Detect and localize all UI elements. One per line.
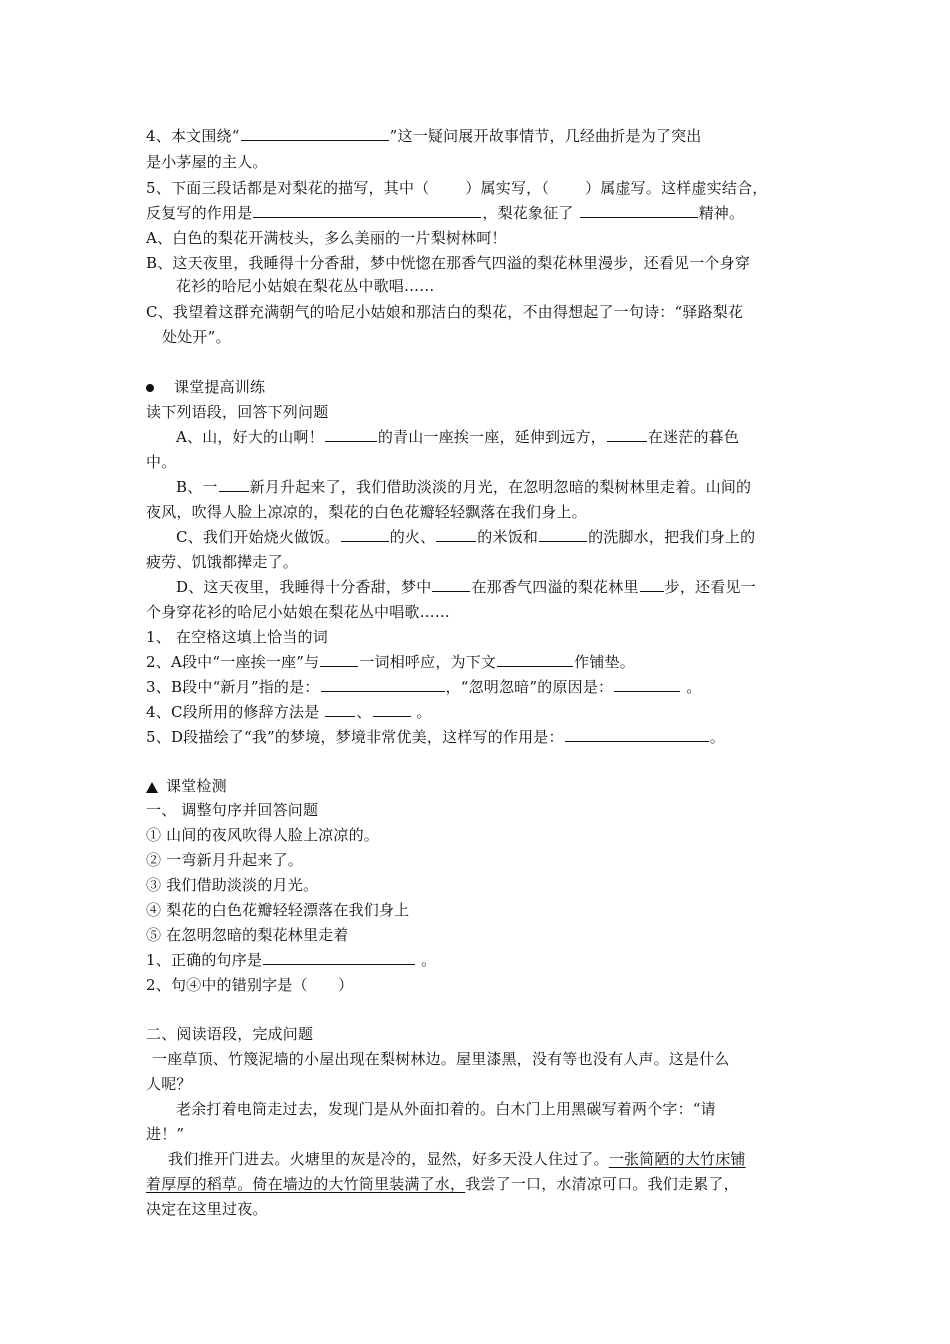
- section-heading-check: 课堂检测: [146, 776, 816, 796]
- sentence-item: ③ 我们借助淡淡的月光。: [146, 876, 319, 894]
- underlined-text: 一张简陋的大竹床铺: [608, 1150, 746, 1168]
- blank[interactable]: [539, 527, 587, 542]
- blank[interactable]: [253, 203, 481, 218]
- reading-paragraph-3-end: 决定在这里过夜。: [146, 1200, 268, 1218]
- reading-paragraph-2: 老余打着电筒走过去，发现门是从外面扣着的。白木门上用黑碳写着两个字：“请: [176, 1100, 716, 1118]
- underlined-text: 着厚厚的稻草。倚在墙边的大竹筒里装满了水，: [146, 1175, 466, 1193]
- question-5: 5、下面三段话都是对梨花的描写，其中（ ）属实写，（ ）属虚写。这样虚实结合，: [146, 179, 768, 197]
- sentence-item: ② 一弯新月升起来了。: [146, 851, 303, 869]
- subquestion-1: 1、 在空格这填上恰当的词: [146, 628, 328, 646]
- paragraph-b-cont: 夜风，吹得人脸上凉凉的，梨花的白色花瓣轻轻飘落在我们身上。: [146, 503, 587, 521]
- question-4: 4、本文围绕“ ”这一疑问展开故事情节，几经曲折是为了突出: [146, 127, 702, 145]
- option-a: A、白色的梨花开满枝头，多么美丽的一片梨树林呵！: [146, 229, 507, 247]
- question-4-cont: 是小茅屋的主人。: [146, 153, 268, 171]
- option-b-cont: 花衫的哈尼小姑娘在梨花丛中歌唱……: [176, 277, 435, 295]
- blank[interactable]: [432, 577, 470, 592]
- question-5-cont: 反复写的作用是 ，梨花象征了 精神。: [146, 204, 745, 222]
- subquestion-2: 2、A段中“一座挨一座”与 一词相呼应，为下文 作铺垫。: [146, 653, 635, 671]
- reading-paragraph-1-cont: 人呢？: [146, 1075, 192, 1093]
- paragraph-c-cont: 疲劳、饥饿都撵走了。: [146, 553, 299, 571]
- blank[interactable]: [497, 652, 573, 667]
- subquestion-4: 4、C段所用的修辞方法是 、 。: [146, 703, 432, 721]
- reading-paragraph-3: 我们推开门进去。火塘里的灰是冷的，显然，好多天没人住过了。一张简陋的大竹床铺: [168, 1150, 746, 1168]
- reading-paragraph-3-cont: 着厚厚的稻草。倚在墙边的大竹筒里装满了水，我尝了一口，水清凉可口。我们走累了，: [146, 1175, 739, 1193]
- blank[interactable]: [325, 427, 377, 442]
- paragraph-b: B、一 新月升起来了，我们借助淡淡的月光，在忽明忽暗的梨树林里走着。山间的: [176, 478, 752, 496]
- blank[interactable]: [263, 950, 415, 965]
- sentence-item: ④ 梨花的白色花瓣轻轻漂落在我们身上: [146, 901, 410, 919]
- blank[interactable]: [219, 477, 249, 492]
- reading-paragraph-2-cont: 进！”: [146, 1125, 185, 1143]
- paragraph-c: C、我们开始烧火做饭。 的火、 的米饭和 的洗脚水，把我们身上的: [176, 528, 756, 546]
- reading-heading: 二、阅读语段，完成问题: [146, 1025, 314, 1043]
- paragraph-a: A、山，好大的山啊！ 的青山一座挨一座，延伸到远方， 在迷茫的暮色: [176, 428, 740, 446]
- paragraph-a-cont: 中。: [146, 453, 177, 471]
- subquestion-5: 5、D段描绘了“我”的梦境，梦境非常优美，这样写的作用是： 。: [146, 728, 725, 746]
- blank[interactable]: [325, 702, 355, 717]
- order-answer: 1、正确的句序是 。: [146, 951, 437, 969]
- option-c: C、我望着这群充满朝气的哈尼小姑娘和那洁白的梨花，不由得想起了一句诗：“驿路梨花: [146, 303, 744, 321]
- blank[interactable]: [241, 126, 389, 141]
- blank[interactable]: [565, 727, 709, 742]
- reading-paragraph-1: 一座草顶、竹篾泥墙的小屋出现在梨树林边。屋里漆黑，没有等也没有人声。这是什么: [152, 1050, 730, 1068]
- option-b: B、这天夜里，我睡得十分香甜，梦中恍惚在那香气四溢的梨花林里漫步，还看见一个身穿: [146, 254, 751, 272]
- blank[interactable]: [580, 203, 698, 218]
- blank[interactable]: [607, 427, 647, 442]
- typo-question: 2、句④中的错别字是（ ）: [146, 976, 354, 994]
- sentence-item: ⑤ 在忽明忽暗的梨花林里走着: [146, 926, 349, 944]
- blank[interactable]: [614, 677, 680, 692]
- option-c-cont: 处处开”。: [162, 328, 231, 346]
- blank[interactable]: [341, 527, 389, 542]
- reorder-question: 一、 调整句序并回答问题: [146, 801, 319, 819]
- paragraph-d: D、这天夜里，我睡得十分香甜，梦中 在那香气四溢的梨花林里 步，还看见一: [176, 578, 756, 596]
- instruction: 读下列语段，回答下列问题: [146, 403, 329, 421]
- blank[interactable]: [436, 527, 476, 542]
- blank[interactable]: [320, 652, 358, 667]
- blank[interactable]: [640, 577, 664, 592]
- sentence-item: ① 山间的夜风吹得人脸上凉凉的。: [146, 826, 379, 844]
- triangle-icon: [146, 782, 158, 793]
- subquestion-3: 3、B段中“新月”指的是： ，“忽明忽暗”的原因是： 。: [146, 678, 702, 696]
- paragraph-d-cont: 个身穿花衫的哈尼小姑娘在梨花丛中唱歌……: [146, 603, 451, 621]
- bullet-icon: [146, 384, 154, 392]
- section-heading-training: 课堂提高训练: [146, 377, 816, 397]
- blank[interactable]: [321, 677, 445, 692]
- blank[interactable]: [373, 702, 411, 717]
